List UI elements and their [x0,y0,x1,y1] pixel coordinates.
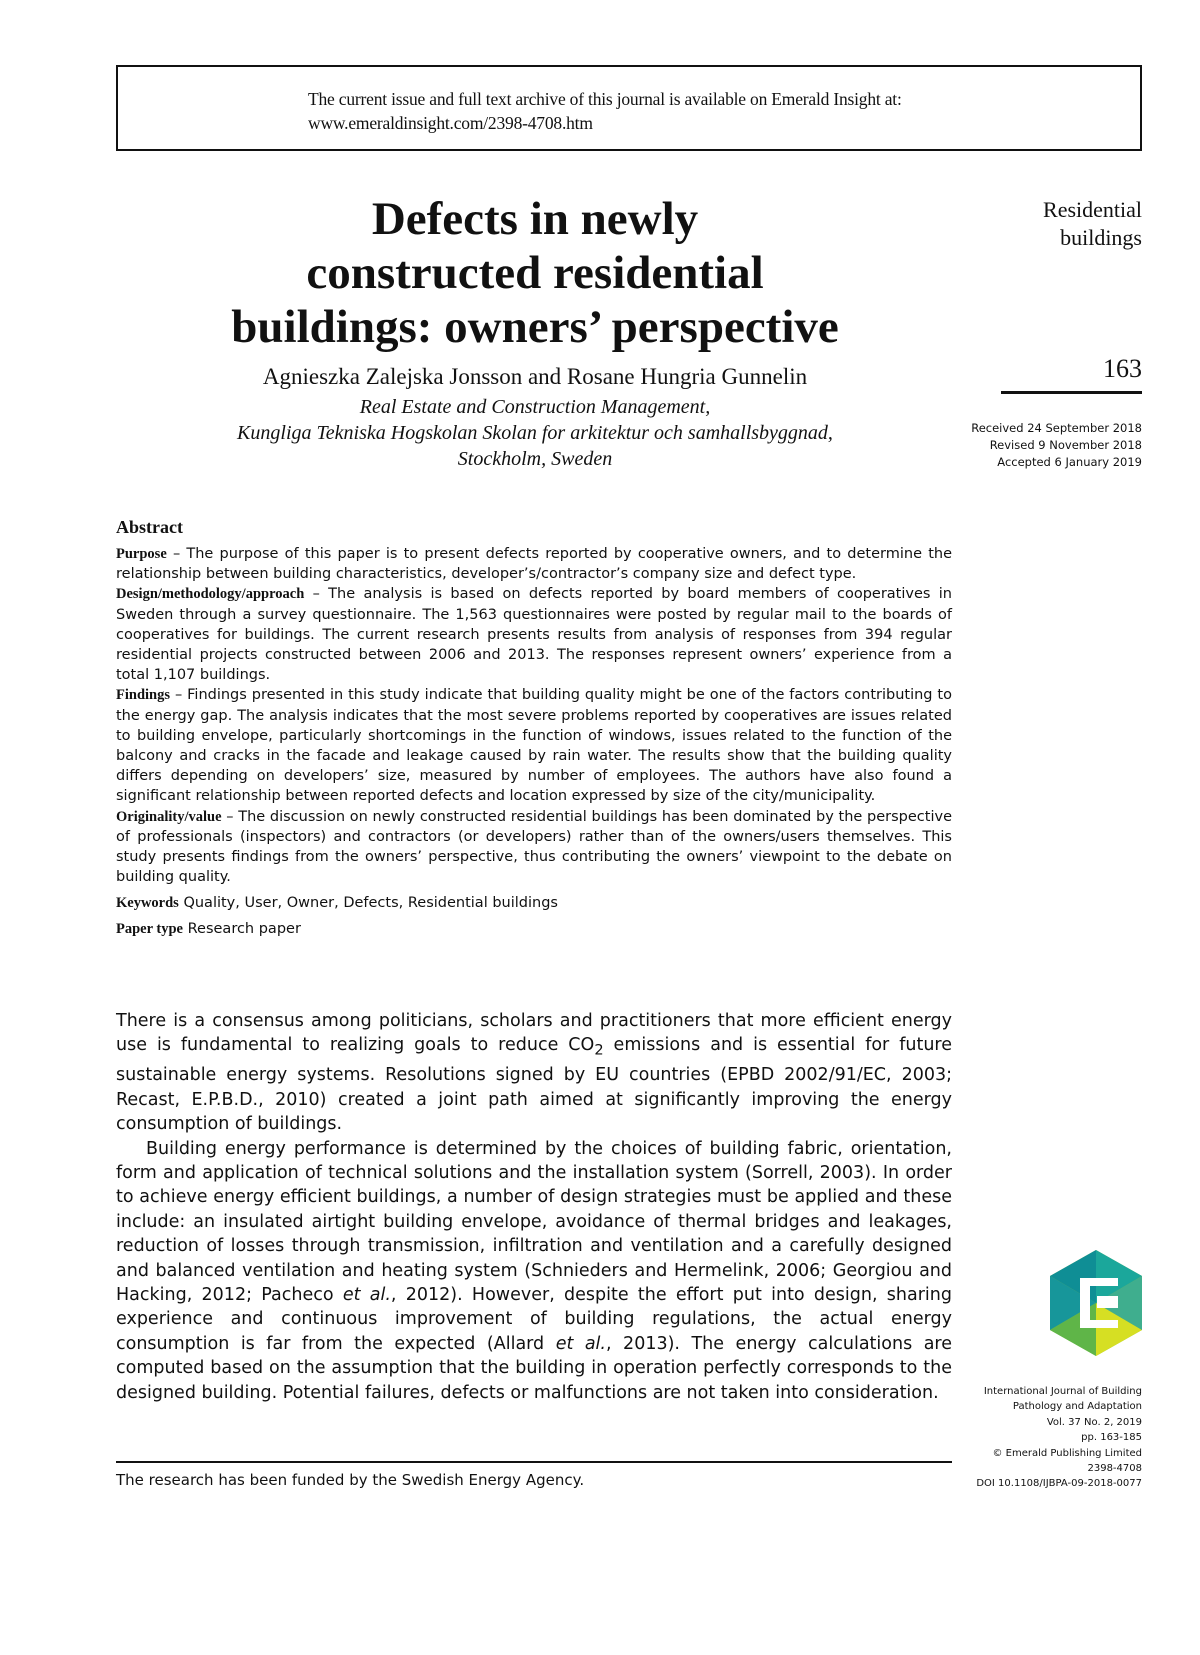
journal-name-2: Pathology and Adaptation [1012,1401,1142,1413]
footnote-rule [116,1461,952,1463]
revised-date: Revised 9 November 2018 [989,438,1142,452]
funding-footnote: The research has been funded by the Swedish Energy Agency. [116,1471,585,1489]
journal-pages: pp. 163-185 [1081,1432,1142,1444]
abstract-heading: Abstract [116,517,183,537]
journal-issn: 2398-4708 [1087,1463,1142,1475]
paper-type-label: Paper type [116,921,183,938]
affiliation-line-2: Kungliga Tekniska Hogskolan Skolan for arkitektur och samhallsbyggnad, [237,422,833,444]
banner-line-1: The current issue and full text archive of this journal is available on Emerald Insight at: [308,89,902,109]
co2-subscript: 2 [594,1041,604,1059]
affiliation [140,394,930,472]
purpose-text: – The purpose of this paper is to present defects reported by cooperative owners, and to determine the relationship between building characteristics, developer’s/contractor’s company size and defect type. [116,546,952,583]
etal-2: et al. [555,1333,606,1354]
etal-1: et al. [342,1284,391,1305]
abstract-purpose [116,544,952,584]
design-text: – The analysis is based on defects reported by board members of cooperatives in Sweden through a survey questionnaire. The 1,563 questionnaires were posted by regular mail to the boards of cooperatives for buildings. The current research presents results from analysis of responses from 394 regular residential projects constructed between 2006 and 2013. The responses represent owners’ experience from a total 1,107 buildings. [116,586,952,684]
affiliation-line-3: Stockholm, Sweden [457,448,613,470]
section-line-1: Residential [1043,197,1142,222]
paper-type-text: Research paper [183,921,301,938]
p2-text-b: , 2012). However, despite the effort put into design, sharing experience and continuous improvement of building regulations, the actual energy consumption is far from the expected (Allard [116,1284,952,1354]
p2-text-c: , 2013). The energy calculations are computed based on the assumption that the building in operation perfectly corresponds to the designed building. Potential failures, defects or malfunctions are not taken into consideration. [116,1333,952,1403]
page-number: 163 [1103,354,1142,383]
abstract-paper-type [116,919,952,939]
title-line-3: buildings: owners’ perspective [231,301,839,353]
received-date: Received 24 September 2018 [971,421,1142,435]
keywords-text: Quality, User, Owner, Defects, Residential buildings [178,895,558,912]
abstract-design [116,584,952,685]
accepted-date: Accepted 6 January 2019 [997,455,1142,469]
journal-copyright: © Emerald Publishing Limited [992,1447,1142,1459]
journal-name-1: International Journal of Building [983,1386,1142,1397]
body-text [116,1009,952,1405]
page-number-rule [1001,391,1142,394]
keywords-label: Keywords [116,895,179,912]
title-line-2: constructed residential [306,247,764,299]
authors: Agnieszka Zalejska Jonsson and Rosane Hungria Gunnelin [262,364,808,389]
originality-label: Originality/value [116,808,222,825]
journal-volume: Vol. 37 No. 2, 2019 [1046,1416,1142,1428]
journal-doi: DOI 10.1108/IJBPA-09-2018-0077 [976,1478,1142,1490]
paper-title [140,192,930,354]
abstract-keywords [116,893,952,913]
body-paragraph-1 [116,1009,952,1137]
body-paragraph-2 [116,1137,952,1405]
article-dates [971,420,1142,471]
p2-text-a: Building energy performance is determined by the choices of building fabric, orientation, form and application of technical solutions and the installation system (Sorrell, 2003). In order to achieve energy efficient buildings, a number of design strategies must be applied and these include: an insulated airtight building envelope, avoidance of thermal bridges and leakages, reduction of losses through transmission, infiltration and ventilation and a carefully designed and balanced ventilation and heating system (Schnieders and Hermelink, 2006; Georgiou and Hacking, 2012; Pacheco [116,1138,952,1305]
findings-text: – Findings presented in this study indicate that building quality might be one of the factors contributing to the energy gap. The analysis indicates that the most severe problems reported by cooperatives are issues related to building envelope, particularly shortcomings in the function of windows, issues related to the function of the balcony and cracks in the facade and leakage caused by rain water. The results show that the building quality differs depending on developers’ size, measured by number of employees. The authors have also found a significant relationship between reported defects and location expressed by size of the city/municipality. [116,687,952,805]
emerald-logo-icon [1050,1250,1142,1356]
journal-info [976,1384,1142,1492]
section-line-2: buildings [1060,225,1142,250]
running-section-title [1043,196,1142,252]
affiliation-line-1: Real Estate and Construction Management, [359,396,711,418]
title-line-1: Defects in newly [371,193,699,245]
p1-text-a: There is a consensus among politicians, scholars and practitioners that more efficient energy use is fundamental to realizing goals to reduce CO [116,1011,952,1056]
abstract-section [116,517,952,939]
design-label: Design/methodology/approach [116,586,305,603]
originality-text: – The discussion on newly constructed residential buildings has been dominated by the perspective of professionals (inspectors) and contractors (or developers) rather than of the owners/users themselves. This study presents findings from the owners’ perspective, thus contributing the owners’ viewpoint to the debate on building quality. [116,808,952,886]
banner-url-link[interactable]: www.emeraldinsight.com/2398-4708.htm [308,113,593,133]
abstract-originality [116,807,952,888]
findings-label: Findings [116,687,170,704]
abstract-findings [116,685,952,806]
p1-text-b: emissions and is essential for future sustainable energy systems. Resolutions signed by EU countries (EPBD 2002/91/EC, 2003; Recast, E.P.B.D., 2010) created a joint path aimed at significantly improving the energy consumption of buildings. [116,1035,952,1135]
journal-archive-banner [116,65,1142,151]
purpose-label: Purpose [116,546,167,562]
